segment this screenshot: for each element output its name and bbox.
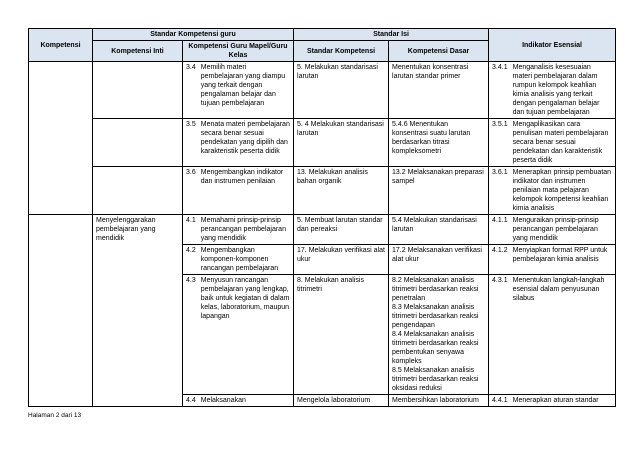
guru-cell (183, 275, 294, 395)
indikator-cell (489, 245, 616, 275)
kompetensi-inti-cell (93, 167, 183, 215)
standar-kompetensi-cell: 17. Melakukan verifikasi alat ukur (294, 245, 389, 275)
table-row (29, 215, 616, 245)
kompetensi-cell (29, 62, 93, 215)
header-standar-kompetensi-guru: Standar Kompetensi guru (93, 29, 294, 41)
page-footer: Halaman 2 dari 13 (28, 412, 82, 419)
standar-kompetensi-cell: 5. 4 Melakukan standarisasi larutan (294, 119, 389, 167)
guru-number: 4.2 (186, 247, 196, 254)
guru-number: 4.3 (186, 277, 196, 284)
table-row (29, 62, 616, 119)
guru-number: 3.5 (186, 121, 196, 128)
indikator-text: Menguraikan prinsip-prinsip perancangan pembelajaran yang mendidik (512, 217, 599, 242)
indikator-text: Menganalisis kesesuaian materi pembelajaran dalam rumpun kelompok keahlian kimia analisis yang terkait dengan pengalaman belajar dan tujuan pembelajaran (512, 64, 600, 116)
guru-number: 4.4 (186, 397, 196, 404)
indikator-number: 4.1.1 (492, 217, 508, 224)
header-kompetensi-dasar: Kompetensi Dasar (389, 41, 489, 62)
header-kompetensi-guru-mapel: Kompetensi Guru Mapel/Guru Kelas (183, 41, 294, 62)
indikator-text: Menerapkan aturan standar (512, 397, 599, 404)
guru-number: 4.1 (186, 217, 196, 224)
kompetensi-dasar-cell: 5.4 Melakukan standarisasi larutan (389, 215, 489, 245)
kompetensi-inti-cell (93, 119, 183, 167)
indikator-cell (489, 119, 616, 167)
kompetensi-dasar-cell: Membersihkan laboratorium (389, 395, 489, 407)
kompetensi-inti-cell: Menyelenggarakan pembelajaran yang mendidik (93, 215, 183, 407)
header-standar-isi: Standar Isi (294, 29, 489, 41)
table-row (29, 167, 616, 215)
header-standar-kompetensi: Standar Kompetensi (294, 41, 389, 62)
kompetensi-dasar-cell: 5.4.6 Menentukan konsentrasi suatu larutan berdasarkan titrasi kompleksometri (389, 119, 489, 167)
guru-text: Memahami prinsip-prinsip perancangan pembelajaran yang mendidik (200, 217, 286, 242)
kompetensi-dasar-cell: 8.2 Melaksanakan analisis titrimetri berdasarkan reaksi penetralan 8.3 Melaksanakan analisis titrimetri berdasarkan reaksi pengendapan 8.4 Melaksanakan analisis titrimetri berdasarkan reaksi pembentukan senyawa kompleks 8.5 Melaksanakan analisis titrimetri berdasarkan reaksi oksidasi reduksi (389, 275, 489, 395)
kompetensi-dasar-cell: 17.2 Melaksanakan verifikasi alat ukur (389, 245, 489, 275)
indikator-cell (489, 62, 616, 119)
kompetensi-dasar-cell: 13.2 Melaksanakan preparasi sampel (389, 167, 489, 215)
guru-cell (183, 215, 294, 245)
guru-cell (183, 62, 294, 119)
indikator-number: 4.4.1 (492, 397, 508, 404)
indikator-text: Mengaplikasikan cara penulisan materi pembelajaran secara benar sesuai pendekatan dan karakteristik peserta didik (512, 121, 609, 164)
indikator-number: 3.6.1 (492, 169, 508, 176)
indikator-number: 3.5.1 (492, 121, 508, 128)
indikator-number: 4.1.2 (492, 247, 508, 254)
standar-kompetensi-cell: 8. Melakukan analisis titrimetri (294, 275, 389, 395)
table-row (29, 119, 616, 167)
guru-text: Memilih materi pembelajaran yang diampu yang terkait dengan pengalaman belajar dan tujuan pembelajaran (200, 64, 286, 107)
header-indikator-esensial: Indikator Esensial (489, 29, 616, 62)
guru-cell (183, 245, 294, 275)
indikator-cell (489, 167, 616, 215)
indikator-cell (489, 215, 616, 245)
guru-cell (183, 395, 294, 407)
guru-cell (183, 167, 294, 215)
guru-number: 3.4 (186, 64, 196, 71)
kompetensi-dasar-cell: Menentukan konsentrasi larutan standar primer (389, 62, 489, 119)
kompetensi-table (28, 28, 616, 407)
guru-cell (183, 119, 294, 167)
standar-kompetensi-cell: 5. Melakukan standarisasi larutan (294, 62, 389, 119)
indikator-text: Menentukan langkah-langkah esensial dalam penyusunan silabus (512, 277, 605, 302)
kompetensi-inti-cell (93, 62, 183, 119)
indikator-number: 3.4.1 (492, 64, 508, 71)
kompetensi-cell (29, 215, 93, 407)
indikator-cell (489, 395, 616, 407)
indikator-text: Menerapkan prinsip pembuatan indikator dan instrumen penilaian mata pelajaran kelompok kompetensi keahlian kimia analisis (512, 169, 612, 212)
standar-kompetensi-cell: 5. Membuat larutan standar dan pereaksi (294, 215, 389, 245)
guru-text: Menyusun rancangan pembelajaran yang lengkap, baik untuk kegiatan di dalam kelas, laboratorium, maupun lapangan (200, 277, 290, 320)
guru-text: Mengembangkan indikator dan instrumen penilaian (200, 169, 284, 185)
standar-kompetensi-cell: Mengelola laboratorium (294, 395, 389, 407)
header-kompetensi: Kompetensi (29, 29, 93, 62)
header-kompetensi-inti: Kompetensi Inti (93, 41, 183, 62)
indikator-number: 4.3.1 (492, 277, 508, 284)
guru-text: Menata materi pembelajaran secara benar sesuai pendekatan yang dipilih dan karakteristik peserta didik (200, 121, 290, 155)
indikator-cell (489, 275, 616, 395)
guru-text: Mengembangkan komponen-komponen rancangan pembelajaran (200, 247, 279, 272)
indikator-text: Menyiapkan format RPP untuk pembelajaran kimia analisis (512, 247, 608, 263)
standar-kompetensi-cell: 13. Melakukan analisis bahan organik (294, 167, 389, 215)
guru-text: Melaksanakan (200, 397, 246, 404)
guru-number: 3.6 (186, 169, 196, 176)
